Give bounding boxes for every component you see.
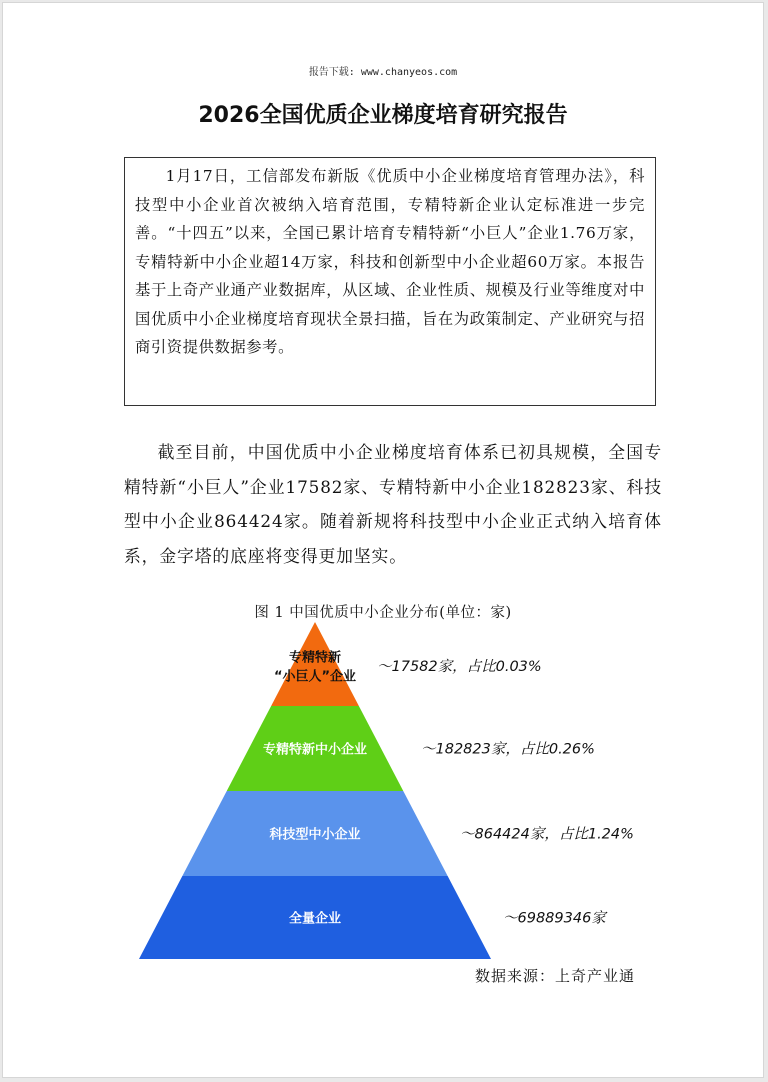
pyramid-tier-label: 全量企业	[288, 911, 342, 927]
pyramid-tier-label: 专精特新中小企业	[262, 742, 368, 758]
pyramid-tier-annotation: ～17582家，占比0.03%	[377, 659, 542, 675]
pyramid-tier-label: 专精特新	[288, 650, 342, 666]
data-source-note: 数据来源：上奇产业通	[475, 967, 636, 985]
document-page	[2, 2, 764, 1078]
pyramid-tier-annotation: ～182823家，占比0.26%	[421, 741, 595, 758]
pyramid-tier-annotation: ～864424家，占比1.24%	[460, 826, 634, 843]
pyramid-tier-label: 科技型中小企业	[269, 827, 361, 843]
figure-caption: 图 1 中国优质中小企业分布(单位：家)	[254, 605, 512, 621]
summary-text: 1月17日，工信部发布新版《优质中小企业梯度培育管理办法》，科技型中小企业首次被纳入培育范围，专精特新企业认定标准进一步完善。“十四五”以来，全国已累计培育专精特新“小巨人”企业1.76万家，专精特新中小企业超14万家，科技和创新型中小企业超60万家。本报告基于上奇产业通产业数据库，从区域、企业性质、规模及行业等维度对中国优质中小企业梯度培育现状全景扫描，旨在为政策制定、产业研究与招商引资提供数据参考。	[135, 167, 645, 356]
pyramid-tier-annotation: ～69889346家	[503, 910, 606, 927]
pyramid-tier-label: “小巨人”企业	[273, 669, 357, 685]
report-title: 2026全国优质企业梯度培育研究报告	[198, 103, 568, 128]
pyramid-chart	[3, 3, 763, 1079]
download-source-line[interactable]: 报告下载: www.chanyeos.com	[308, 67, 458, 78]
body-paragraph: 截至目前，中国优质中小企业梯度培育体系已初具规模，全国专精特新“小巨人”企业17582家、专精特新中小企业182823家、科技型中小企业864424家。随着新规将科技型中小企业正式纳入培育体系，金字塔的底座将变得更加坚实。	[124, 442, 662, 566]
